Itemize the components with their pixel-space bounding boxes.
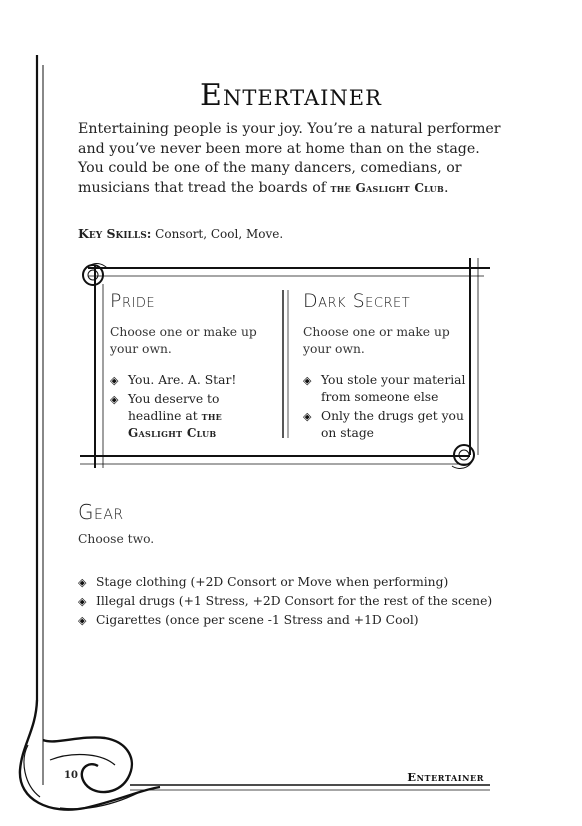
gear-item xyxy=(78,593,498,610)
dark-secret-item-text: Only the drugs get you on stage xyxy=(321,409,464,440)
gear-item-text: Cigarettes (once per scene -1 Stress and +1D Cool) xyxy=(96,613,419,627)
pride-item-text: You. Are. A. Star! xyxy=(128,373,237,387)
page-title: Entertainer xyxy=(200,78,382,114)
key-skills-value: Consort, Cool, Move. xyxy=(155,227,284,241)
footer-section-title: Entertainer xyxy=(407,770,484,784)
club-name: the Gaslight Club xyxy=(128,409,223,440)
dark-secret-item xyxy=(303,372,468,406)
club-name: the Gaslight Club xyxy=(330,180,445,195)
diamond-bullet-icon: ◈ xyxy=(303,410,312,423)
intro-end: . xyxy=(444,179,449,196)
gear-list xyxy=(78,574,498,631)
gear-item xyxy=(78,612,498,629)
dark-secret-section xyxy=(303,290,468,444)
intro-text: Entertaining people is your joy. You’re a natural performer and you’ve never been more at home than on the stage. You could be one of the many dancers, comedians, or musicians that tread the boards of xyxy=(78,121,501,196)
gear-item-text: Illegal drugs (+1 Stress, +2D Consort for the rest of the scene) xyxy=(96,594,493,608)
dark-secret-heading: Dark Secret xyxy=(303,290,411,312)
gear-instructions: Choose two. xyxy=(78,532,155,546)
pride-item-text: You deserve to headline at xyxy=(128,392,220,423)
key-skills-label: Key Skills: xyxy=(78,226,152,241)
diamond-bullet-icon: ◈ xyxy=(110,393,119,406)
dark-secret-list xyxy=(303,372,468,442)
pride-heading: Pride xyxy=(110,290,156,312)
diamond-bullet-icon: ◈ xyxy=(78,614,87,627)
dark-secret-item xyxy=(303,408,468,442)
gear-heading: Gear xyxy=(78,500,124,524)
pride-item xyxy=(110,372,275,389)
diamond-bullet-icon: ◈ xyxy=(78,595,87,608)
diamond-bullet-icon: ◈ xyxy=(110,374,119,387)
pride-section xyxy=(110,290,275,444)
gear-item-text: Stage clothing (+2D Consort or Move when performing) xyxy=(96,575,449,589)
dark-secret-item-text: You stole your material from someone else xyxy=(321,373,466,404)
dark-secret-instructions: Choose one or make up your own. xyxy=(303,325,450,356)
pride-list xyxy=(110,372,275,442)
pride-item xyxy=(110,391,275,442)
diamond-bullet-icon: ◈ xyxy=(303,374,312,387)
gear-item xyxy=(78,574,498,591)
page-number: 10 xyxy=(64,770,78,781)
diamond-bullet-icon: ◈ xyxy=(78,576,87,589)
pride-instructions: Choose one or make up your own. xyxy=(110,325,257,356)
